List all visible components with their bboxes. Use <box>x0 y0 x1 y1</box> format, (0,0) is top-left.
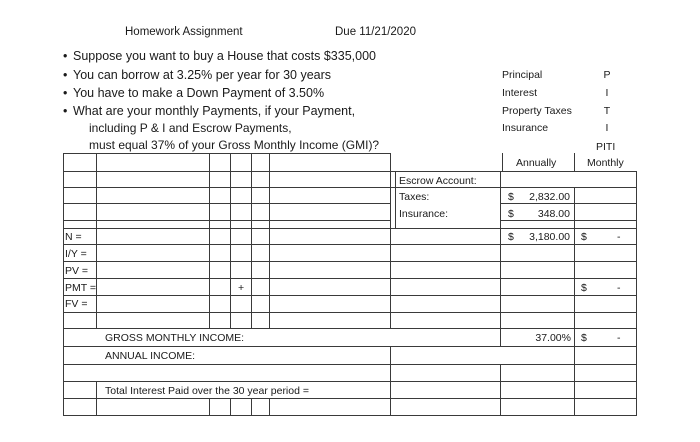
escrow-insurance-label: Insurance: <box>399 208 449 220</box>
annual-insurance-value: 348.00 <box>537 208 570 220</box>
grid-line <box>63 220 390 221</box>
grid-line <box>502 153 503 171</box>
grid-line <box>574 153 575 171</box>
legend-principal: Principal <box>502 69 543 81</box>
currency-sign: $ <box>581 282 587 294</box>
grid-line <box>63 295 637 296</box>
grid-line <box>63 398 637 399</box>
bullet-monthly-payments: What are your monthly Payments, if your Payment, <box>73 104 356 118</box>
grid-line <box>63 415 637 416</box>
grid-line <box>63 171 637 172</box>
grid-line <box>251 398 252 415</box>
currency-sign: $ <box>508 208 514 220</box>
grid-line <box>63 346 637 347</box>
bullet-down-payment: You have to make a Down Payment of 3.50% <box>73 86 325 100</box>
tvm-n-label: N = <box>65 231 82 243</box>
grid-line <box>63 381 637 382</box>
currency-sign: $ <box>581 231 587 243</box>
currency-sign: $ <box>581 332 587 344</box>
bullet-marker: • <box>63 49 68 63</box>
currency-sign: $ <box>508 231 514 243</box>
escrow-taxes-label: Taxes: <box>399 191 430 203</box>
grid-line <box>63 187 637 188</box>
total-interest-label: Total Interest Paid over the 30 year period = <box>105 385 309 397</box>
grid-line <box>63 153 64 415</box>
legend-letter-t: T <box>603 105 611 117</box>
grid-line <box>269 398 270 415</box>
due-date: Due 11/21/2020 <box>335 26 416 38</box>
assignment-title: Homework Assignment <box>125 26 243 38</box>
grid-line <box>63 153 390 154</box>
annually-header: Annually <box>516 157 557 169</box>
tvm-iy-label: I/Y = <box>65 248 87 260</box>
monthly-escrow-value: - <box>617 231 621 243</box>
grid-line <box>500 364 501 415</box>
grid-line <box>63 228 637 229</box>
gross-monthly-income-label: GROSS MONTHLY INCOME: <box>105 332 245 344</box>
grid-line <box>500 171 501 346</box>
piti-header: PITI <box>596 141 616 153</box>
legend-insurance: Insurance <box>502 122 549 134</box>
legend-interest: Interest <box>502 87 538 99</box>
monthly-header: Monthly <box>587 157 624 169</box>
bullet-continuation-1: including P & I and Escrow Payments, <box>89 121 292 135</box>
annual-taxes-value: 2,832.00 <box>529 191 570 203</box>
monthly-payment-value: - <box>617 282 621 294</box>
bullet-marker: • <box>63 104 68 118</box>
gmi-monthly-value: - <box>617 332 621 344</box>
grid-line <box>63 328 637 329</box>
grid-line <box>63 278 637 279</box>
grid-line <box>96 381 97 415</box>
grid-line <box>63 203 390 204</box>
grid-line <box>63 364 637 365</box>
gmi-percentage: 37.00% <box>535 332 571 344</box>
grid-line <box>209 398 210 415</box>
grid-line <box>574 187 575 415</box>
currency-sign: $ <box>508 191 514 203</box>
bullet-borrow-rate: You can borrow at 3.25% per year for 30 years <box>73 68 332 82</box>
grid-line <box>269 153 270 328</box>
grid-line <box>230 153 231 328</box>
grid-line <box>636 171 637 415</box>
grid-line <box>63 244 637 245</box>
grid-line <box>209 153 210 328</box>
bullet-marker: • <box>63 68 68 82</box>
grid-line <box>251 153 252 328</box>
legend-letter-i: I <box>605 87 609 99</box>
bullet-marker: • <box>63 86 68 100</box>
grid-line <box>390 346 391 415</box>
bullet-continuation-2: must equal 37% of your Gross Monthly Income (GMI)? <box>89 138 380 152</box>
annual-income-label: ANNUAL INCOME: <box>105 350 196 362</box>
grid-line <box>96 153 97 328</box>
tvm-pv-label: PV = <box>65 265 89 277</box>
grid-line <box>390 153 391 328</box>
tvm-pmt-label: PMT = <box>65 282 97 294</box>
tvm-fv-label: FV = <box>65 298 88 310</box>
plus-sign: + <box>238 282 245 294</box>
legend-property-taxes: Property Taxes <box>502 105 572 117</box>
grid-line <box>395 171 396 228</box>
grid-line <box>63 312 637 313</box>
legend-letter-i2: I <box>605 122 609 134</box>
bullet-house-cost: Suppose you want to buy a House that costs $335,000 <box>73 49 376 63</box>
grid-line <box>63 261 637 262</box>
escrow-account-label: Escrow Account: <box>399 175 477 187</box>
grid-line <box>230 398 231 415</box>
legend-letter-p: P <box>603 69 611 81</box>
annual-escrow-total: 3,180.00 <box>529 231 570 243</box>
